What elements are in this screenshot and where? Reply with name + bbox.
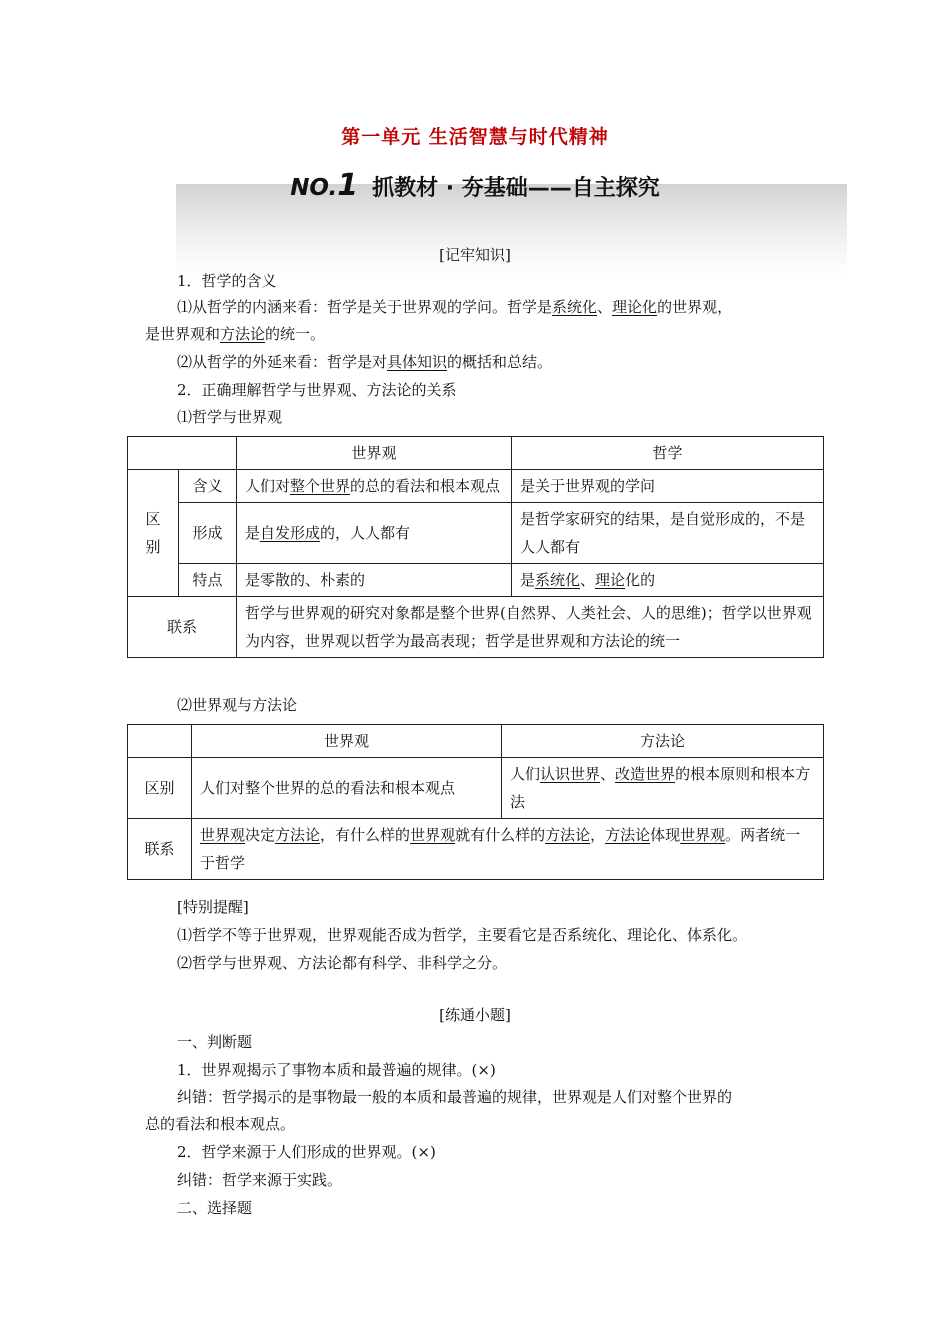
question-1-correction-continued: 总的看法和根本观点。	[145, 1115, 296, 1133]
header-worldview: 世界观	[237, 437, 512, 470]
unit-title: 第一单元 生活智慧与时代精神	[341, 126, 609, 148]
table-philosophy-worldview	[127, 436, 824, 658]
table-row	[128, 725, 824, 758]
cell-text: 哲学与世界观的研究对象都是整个世界(自然界、人类社会、人的思维)；哲学以世界观为内容，世界观以哲学为最高表现；哲学是世界观和方法论的统一	[237, 597, 824, 658]
cell-text: 世界观决定方法论，有什么样的世界观就有什么样的方法论，方法论体现世界观。两者统一于哲学	[192, 819, 824, 880]
cell-text: 是自发形成的，人人都有	[237, 503, 512, 564]
judge-heading: 一、判断题	[177, 1033, 253, 1051]
point-1-1-continued: 是世界观和方法论的统一。	[145, 325, 326, 343]
reminder-heading: [特别提醒]	[177, 898, 249, 916]
table-row	[128, 470, 824, 503]
point-2-heading: 2．正确理解哲学与世界观、方法论的关系	[177, 381, 457, 399]
point-1-1: ⑴从哲学的内涵来看：哲学是关于世界观的学问。哲学是系统化、理论化的世界观，	[177, 298, 733, 316]
question-1: 1．世界观揭示了事物本质和最普遍的规律。(×)	[177, 1061, 496, 1079]
header-philosophy: 哲学	[512, 437, 824, 470]
table-row	[128, 564, 824, 597]
row-label-connection: 联系	[128, 819, 192, 880]
cell-text: 人们对整个世界的总的看法和根本观点	[237, 470, 512, 503]
cell-text: 人们认识世界、改造世界的根本原则和根本方法	[502, 758, 824, 819]
section-memorize-heading: [记牢知识]	[439, 246, 511, 264]
point-1-2: ⑵从哲学的外延来看：哲学是对具体知识的概括和总结。	[177, 353, 553, 371]
point-1-heading: 1．哲学的含义	[177, 272, 277, 290]
section-practice-heading: [练通小题]	[439, 1006, 511, 1024]
table-row	[128, 597, 824, 658]
cell-text: 是关于世界观的学问	[512, 470, 824, 503]
table-worldview-methodology	[127, 724, 824, 880]
table-row	[128, 758, 824, 819]
header-methodology: 方法论	[502, 725, 824, 758]
point-2-1: ⑴哲学与世界观	[177, 408, 283, 426]
table-row	[128, 437, 824, 470]
point-2-2: ⑵世界观与方法论	[177, 696, 298, 714]
row-label-feature: 特点	[179, 564, 237, 597]
row-label-formation: 形成	[179, 503, 237, 564]
cell-text: 是零散的、朴素的	[237, 564, 512, 597]
banner-number: NO.1	[290, 168, 359, 203]
reminder-1: ⑴哲学不等于世界观，世界观能否成为哲学，主要看它是否系统化、理论化、体系化。	[177, 926, 748, 944]
cell-text: 是系统化、理论化的	[512, 564, 824, 597]
cell-text: 人们对整个世界的总的看法和根本观点	[192, 758, 502, 819]
question-1-correction: 纠错：哲学揭示的是事物最一般的本质和最普遍的规律，世界观是人们对整个世界的	[177, 1088, 733, 1106]
cell-text: 是哲学家研究的结果，是自觉形成的，不是人人都有	[512, 503, 824, 564]
banner-heading: 抓教材 · 夯基础——自主探究	[372, 176, 660, 201]
table-row	[128, 503, 824, 564]
header-worldview: 世界观	[192, 725, 502, 758]
question-2-correction: 纠错：哲学来源于实践。	[177, 1171, 343, 1189]
row-label-connection: 联系	[128, 597, 237, 658]
banner-title	[0, 168, 950, 203]
row-label-difference: 区别	[128, 758, 192, 819]
table-row	[128, 819, 824, 880]
group-difference: 区 别	[128, 470, 179, 597]
row-label-meaning: 含义	[179, 470, 237, 503]
question-2: 2．哲学来源于人们形成的世界观。(×)	[177, 1143, 436, 1161]
reminder-2: ⑵哲学与世界观、方法论都有科学、非科学之分。	[177, 954, 508, 972]
choice-heading: 二、选择题	[177, 1199, 253, 1217]
